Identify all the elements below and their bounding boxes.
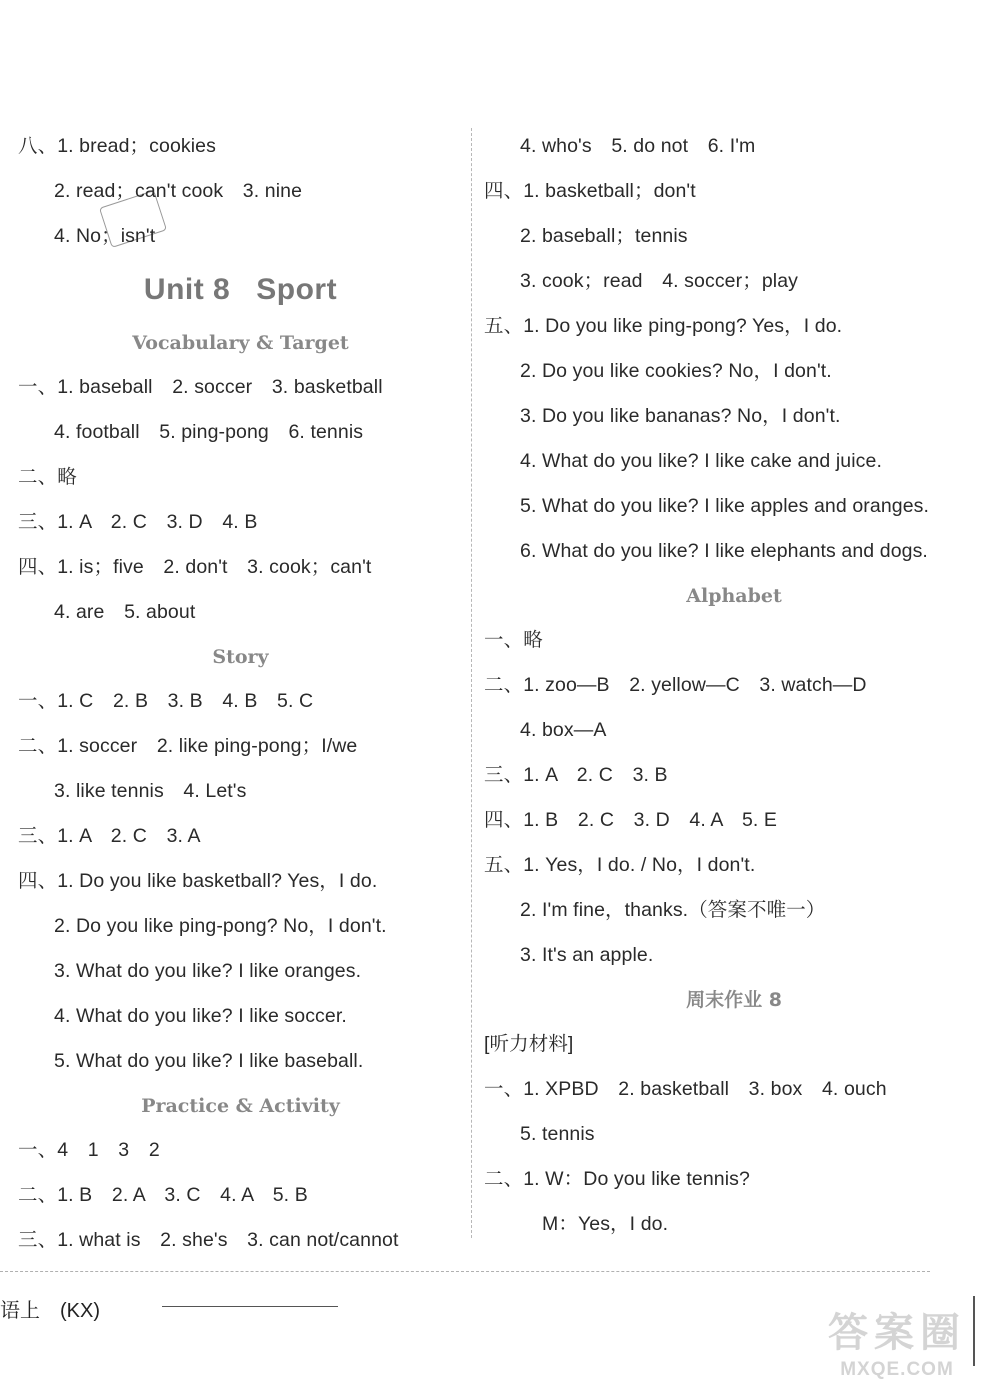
answer-line: 4. are 5. about: [54, 601, 196, 623]
section-heading-practice: Practice & Activity: [141, 1095, 340, 1117]
answer-line: 三、1. A 2. C 3. B: [484, 764, 668, 786]
answer-line: 二、1. soccer 2. like ping-pong；I/we: [18, 735, 358, 757]
answer-line: 八、1. bread；cookies: [18, 135, 216, 157]
answer-line: 二、1. B 2. A 3. C 4. A 5. B: [18, 1184, 308, 1206]
unit-name: Sport: [256, 273, 338, 306]
section-heading-story: Story: [212, 646, 269, 668]
right-column: [484, 124, 984, 1247]
answer-line: 2. I'm fine，thanks.（答案不唯一）: [520, 899, 826, 921]
watermark-url: MXQE.COM: [840, 1359, 954, 1380]
answer-line: 5. What do you like? I like apples and oranges.: [520, 495, 930, 517]
answer-line: 四、1. Do you like basketball? Yes，I do.: [18, 870, 378, 892]
answer-line: 2. Do you like cookies? No，I don't.: [520, 360, 832, 382]
answer-line: 4. What do you like? I like cake and juice.: [520, 450, 882, 472]
answer-line: 3. Do you like bananas? No，I don't.: [520, 405, 841, 427]
section-heading-weekend: 周末作业 8: [686, 989, 782, 1011]
answer-line: 4. box—A: [520, 719, 607, 741]
answer-line: 2. baseball；tennis: [520, 225, 688, 247]
answer-line: 4. No；isn't: [54, 225, 156, 247]
answer-line: 二、略: [18, 466, 77, 488]
page-edge: [973, 1296, 975, 1366]
answer-line: 3. It's an apple.: [520, 944, 654, 966]
answer-line: 一、1. baseball 2. soccer 3. basketball: [18, 376, 383, 398]
answer-line: 5. What do you like? I like baseball.: [54, 1050, 364, 1072]
section-heading-vocabulary: Vocabulary & Target: [132, 332, 349, 354]
answer-line: 五、1. Do you like ping-pong? Yes，I do.: [484, 315, 843, 337]
answer-line: 三、1. A 2. C 3. A: [18, 825, 201, 847]
footer-label: 语上 (KX): [0, 1300, 100, 1322]
answer-line: 2. Do you like ping-pong? No，I don't.: [54, 915, 387, 937]
answer-line: 6. What do you like? I like elephants and dogs.: [520, 540, 928, 562]
section-heading-alphabet: Alphabet: [686, 585, 782, 607]
answer-line: 4. football 5. ping-pong 6. tennis: [54, 421, 364, 443]
answer-line: 五、1. Yes，I do. / No，I don't.: [484, 854, 756, 876]
answer-line: 3. like tennis 4. Let's: [54, 780, 247, 802]
answer-line: 四、1. B 2. C 3. D 4. A 5. E: [484, 809, 778, 831]
answer-line: 一、略: [484, 629, 543, 651]
answer-line: 四、1. is；five 2. don't 3. cook；can't: [18, 556, 372, 578]
answer-line: 3. cook；read 4. soccer；play: [520, 270, 798, 292]
watermark-text: 答案圈: [828, 1311, 966, 1355]
left-column: [18, 124, 463, 1263]
unit-number: Unit 8: [143, 273, 231, 306]
unit-title: [18, 259, 463, 321]
footer-blank-line: [162, 1306, 338, 1307]
answer-line: 3. What do you like? I like oranges.: [54, 960, 362, 982]
answer-line: 4. What do you like? I like soccer.: [54, 1005, 347, 1027]
column-divider: [471, 128, 472, 1238]
answer-line: 2. read；can't cook 3. nine: [54, 180, 303, 202]
answer-line: M：Yes，I do.: [542, 1213, 669, 1235]
answer-line: 二、1. zoo—B 2. yellow—C 3. watch—D: [484, 674, 867, 696]
answer-line: 4. who's 5. do not 6. I'm: [520, 135, 756, 157]
answer-line: 三、1. what is 2. she's 3. can not/cannot: [18, 1229, 399, 1251]
answer-line: 一、1. XPBD 2. basketball 3. box 4. ouch: [484, 1078, 887, 1100]
answer-line: 二、1. W：Do you like tennis?: [484, 1168, 750, 1190]
answer-line: 四、1. basketball；don't: [484, 180, 696, 202]
answer-line: 5. tennis: [520, 1123, 595, 1145]
answer-line: 一、4 1 3 2: [18, 1139, 160, 1161]
answer-line: 三、1. A 2. C 3. D 4. B: [18, 511, 258, 533]
answer-line: [听力材料]: [484, 1033, 574, 1055]
answer-line: 一、1. C 2. B 3. B 4. B 5. C: [18, 690, 314, 712]
footer-rule: [0, 1271, 930, 1272]
watermark-logo: [822, 1308, 972, 1382]
